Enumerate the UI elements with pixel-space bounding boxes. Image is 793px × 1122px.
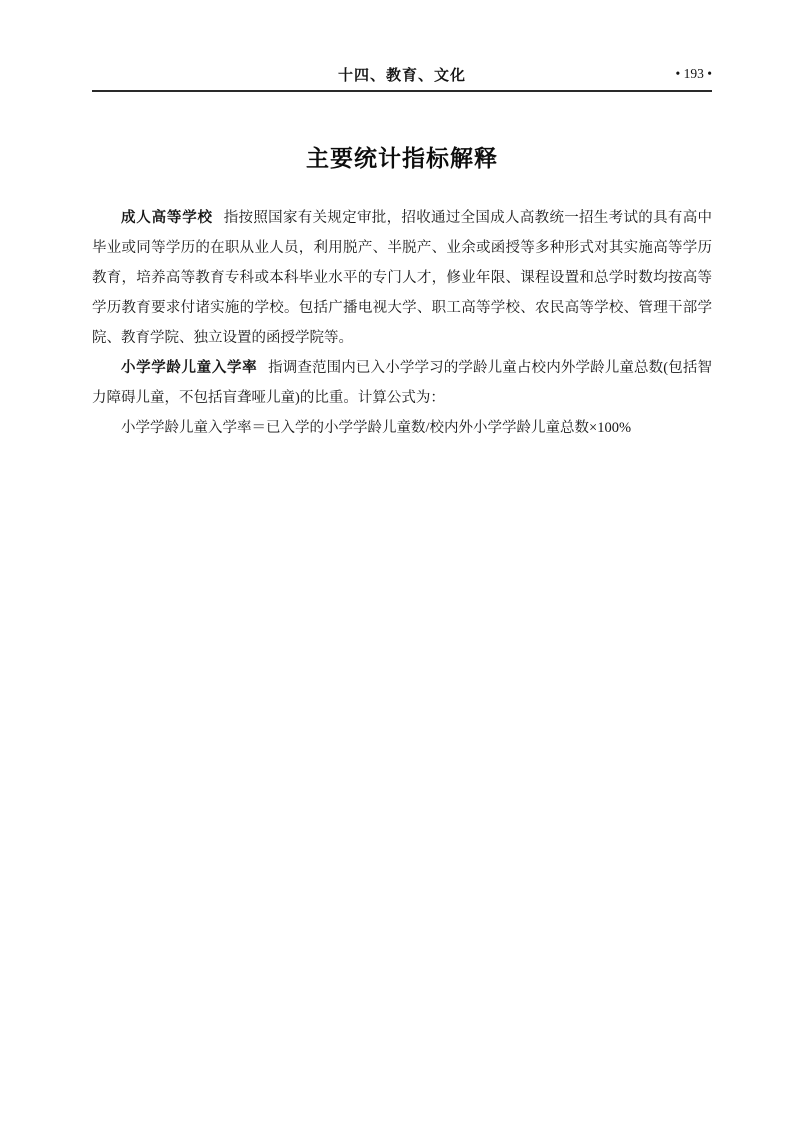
definition-text: 指按照国家有关规定审批，招收通过全国成人高教统一招生考试的具有高中毕业或同等学历的在职从业人员，利用脱产、半脱产、业余或函授等多种形式对其实施高等学历教育，培养高等教育专科或本科毕业水平的专门人才，修业年限、课程设置和总学时数均按高等学历教育要求付诸实施的学校。包括广播电视大学、职工高等学校、农民高等学校、管理干部学院、教育学院、独立设置的函授学院等。 bbox=[92, 210, 713, 346]
definition-text: 指调查范围内已入小学学习的学龄儿童占校内外学龄儿童总数(包括智力障碍儿童，不包括盲聋哑儿童)的比重。计算公式为： bbox=[92, 360, 713, 406]
chapter-title: 十四、教育、文化 bbox=[337, 67, 466, 84]
definition-paragraph bbox=[92, 203, 712, 353]
term-label: 小学学龄儿童入学率 bbox=[121, 360, 258, 376]
running-header bbox=[92, 64, 712, 86]
body-text bbox=[92, 203, 712, 443]
page-number: • 193 • bbox=[675, 66, 712, 81]
formula-line: 小学学龄儿童入学率＝已入学的小学学龄儿童数/校内外小学学龄儿童总数×100% bbox=[121, 420, 632, 436]
definition-paragraph bbox=[92, 353, 712, 413]
term-label: 成人高等学校 bbox=[121, 210, 213, 226]
header-rule bbox=[92, 90, 712, 92]
page-title: 主要统计指标解释 bbox=[306, 146, 498, 171]
